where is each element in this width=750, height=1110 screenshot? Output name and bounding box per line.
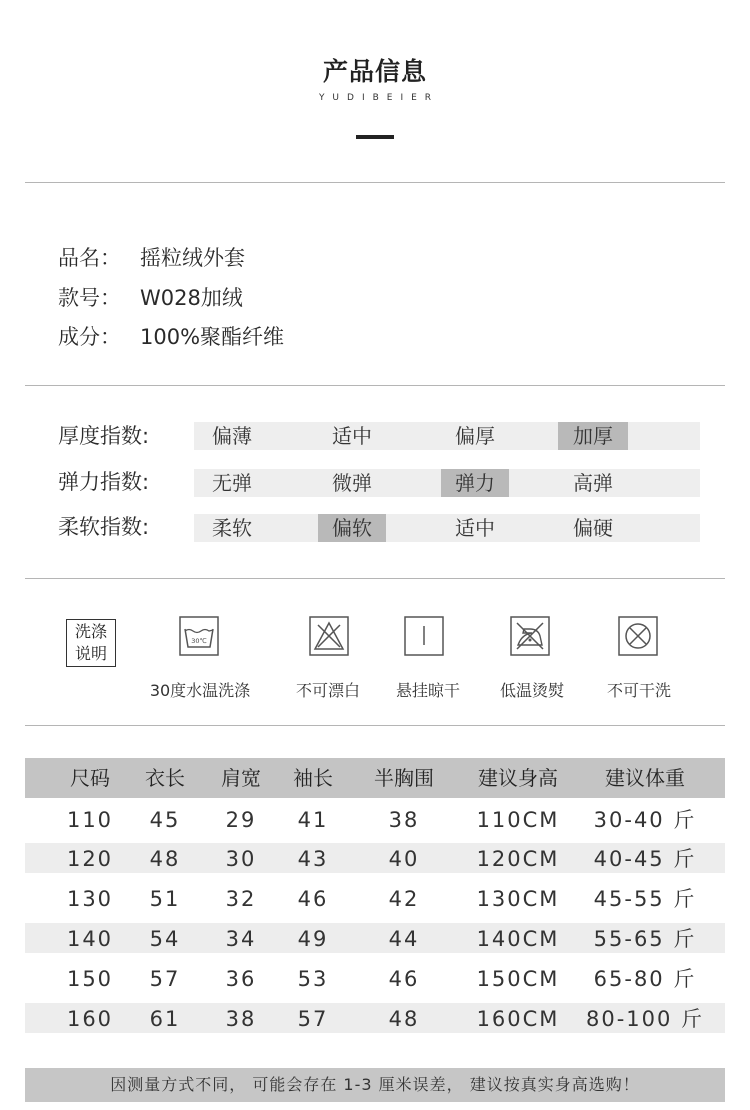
- softness-index-label: 柔软指数:: [58, 515, 150, 539]
- table-cell: 130CM: [476, 887, 560, 911]
- index-option: 适中: [455, 516, 495, 540]
- table-header-cell: 建议身高: [478, 766, 558, 790]
- table-cell: 130: [66, 887, 114, 911]
- wash-label: 不可干洗: [606, 681, 671, 700]
- table-cell: 48: [149, 847, 181, 871]
- table-cell: 43: [297, 847, 329, 871]
- no-bleach-icon: [309, 616, 349, 656]
- table-header-cell: 袖长: [293, 766, 333, 790]
- table-cell: 34: [225, 927, 257, 951]
- table-cell: 40: [388, 847, 420, 871]
- info-row-composition: [58, 322, 284, 352]
- table-cell: 32: [225, 887, 257, 911]
- measurement-note: 因测量方式不同， 可能会存在 1-3 厘米误差， 建议按真实身高选购！: [25, 1068, 725, 1102]
- info-label: 成分：: [58, 325, 121, 349]
- table-cell: 120CM: [476, 847, 560, 871]
- title-divider: [356, 135, 394, 139]
- info-value: W028加绒: [140, 286, 243, 310]
- table-cell: 45: [149, 808, 181, 832]
- divider: [25, 385, 725, 386]
- table-cell: 160: [66, 1007, 114, 1031]
- divider: [25, 725, 725, 726]
- elasticity-index-scale: [194, 469, 700, 497]
- page-title: 产品信息: [322, 57, 427, 86]
- index-option: 偏厚: [455, 424, 495, 448]
- info-row-name: [58, 243, 245, 273]
- table-cell: 55-65 斤: [593, 927, 697, 951]
- table-cell: 54: [149, 927, 181, 951]
- table-cell: 140CM: [476, 927, 560, 951]
- table-cell: 42: [388, 887, 420, 911]
- table-header-cell: 肩宽: [221, 766, 261, 790]
- table-cell: 38: [388, 808, 420, 832]
- info-label: 款号：: [58, 286, 121, 310]
- table-cell: 110CM: [476, 808, 560, 832]
- table-cell: 57: [149, 967, 181, 991]
- table-cell: 150CM: [476, 967, 560, 991]
- table-cell: 65-80 斤: [593, 967, 697, 991]
- table-header-cell: 建议体重: [605, 766, 685, 790]
- table-cell: 110: [66, 808, 114, 832]
- index-option-selected: 加厚: [558, 422, 628, 450]
- index-option: 柔软: [212, 516, 252, 540]
- elasticity-index-label: 弹力指数:: [58, 470, 150, 494]
- index-option: 适中: [332, 424, 372, 448]
- no-dry-clean-icon: [618, 616, 658, 656]
- softness-index-scale: [194, 514, 700, 542]
- table-cell: 40-45 斤: [593, 847, 697, 871]
- hang-dry-icon: [404, 616, 444, 656]
- table-header-cell: 尺码: [70, 766, 110, 790]
- divider: [25, 578, 725, 579]
- index-option-selected: 弹力: [441, 469, 509, 497]
- index-option: 无弹: [212, 471, 252, 495]
- table-cell: 160CM: [476, 1007, 560, 1031]
- table-cell: 29: [225, 808, 257, 832]
- index-option: 微弹: [332, 471, 372, 495]
- table-cell: 30-40 斤: [593, 808, 697, 832]
- wash-30-icon: [179, 616, 219, 656]
- brand-subtitle: YUDIBEIER: [318, 93, 440, 103]
- wash-label: 悬挂晾干: [395, 681, 460, 700]
- low-iron-icon: [510, 616, 550, 656]
- info-value: 摇粒绒外套: [140, 246, 245, 270]
- divider: [25, 182, 725, 183]
- table-cell: 36: [225, 967, 257, 991]
- wash-box-line: 洗涤: [74, 622, 107, 641]
- info-row-style: [58, 283, 243, 313]
- info-label: 品名：: [58, 246, 121, 270]
- table-cell: 49: [297, 927, 329, 951]
- wash-instructions-box: [66, 619, 116, 667]
- table-cell: 120: [66, 847, 114, 871]
- wash-label: 低温烫熨: [499, 681, 564, 700]
- table-cell: 48: [388, 1007, 420, 1031]
- wash-label: 30度水温洗涤: [149, 681, 251, 700]
- wash-box-line: 说明: [74, 644, 107, 663]
- table-cell: 41: [297, 808, 329, 832]
- index-option: 偏薄: [212, 424, 252, 448]
- info-value: 100%聚酯纤维: [140, 325, 285, 349]
- table-cell: 140: [66, 927, 114, 951]
- table-cell: 80-100 斤: [585, 1007, 705, 1031]
- thickness-index-scale: [194, 422, 700, 450]
- thickness-index-label: 厚度指数:: [58, 424, 150, 448]
- table-cell: 53: [297, 967, 329, 991]
- table-cell: 46: [388, 967, 420, 991]
- wash-label: 不可漂白: [295, 681, 360, 700]
- table-header-cell: 衣长: [145, 766, 185, 790]
- table-cell: 45-55 斤: [593, 887, 697, 911]
- table-cell: 30: [225, 847, 257, 871]
- table-cell: 61: [149, 1007, 181, 1031]
- wash-temp-text: 30℃: [191, 637, 207, 645]
- table-cell: 38: [225, 1007, 257, 1031]
- index-option: 偏硬: [573, 516, 613, 540]
- index-option-selected: 偏软: [318, 514, 386, 542]
- table-header-cell: 半胸围: [374, 766, 434, 790]
- table-cell: 150: [66, 967, 114, 991]
- table-cell: 51: [149, 887, 181, 911]
- table-cell: 57: [297, 1007, 329, 1031]
- table-cell: 46: [297, 887, 329, 911]
- table-cell: 44: [388, 927, 420, 951]
- index-option: 高弹: [573, 471, 613, 495]
